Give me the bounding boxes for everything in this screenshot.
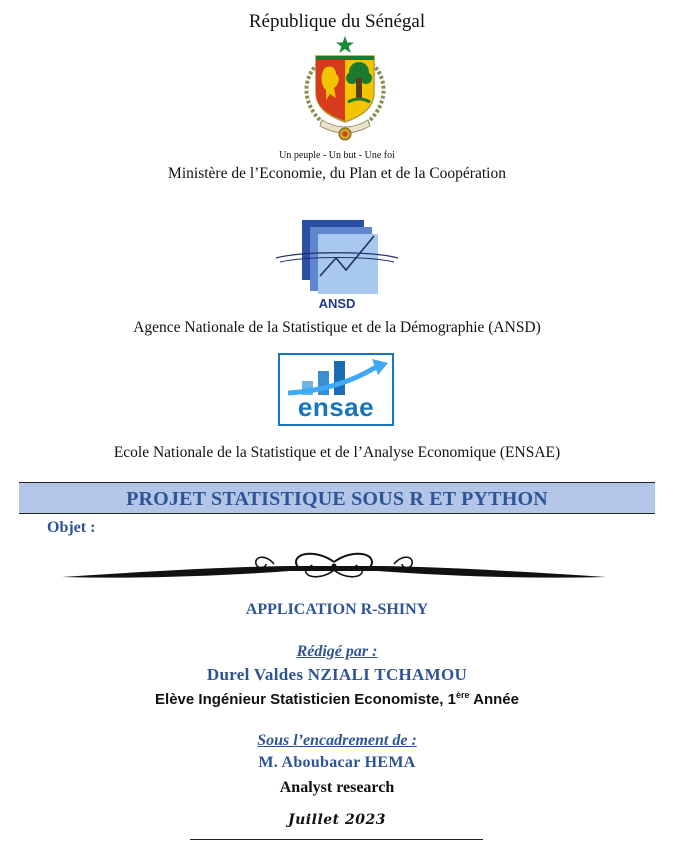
author-name: Durel Valdes NZIALI TCHAMOU (206, 665, 468, 684)
supervisor-role: Analyst research (279, 779, 395, 796)
application-title: APPLICATION R-SHINY (245, 601, 429, 618)
country-title: République du Sénégal (248, 11, 426, 32)
senegal-coat-of-arms-emblem (296, 34, 394, 146)
objet-label: Objet : (47, 519, 96, 536)
author-status (0, 690, 674, 708)
author-status-suffix: Année (469, 691, 519, 708)
ministry-name: Ministère de l’Economie, du Plan et de la Coopération (168, 165, 506, 182)
supervision-label: Sous l’encadrement de : (257, 732, 417, 749)
ornamental-divider (60, 548, 608, 584)
ensae-logo-label: ensae (297, 392, 375, 422)
supervisor-name: M. Aboubacar HEMA (258, 754, 416, 771)
bottom-divider (190, 839, 483, 840)
ansd-logo-label: ANSD (318, 296, 356, 311)
project-title-banner: PROJET STATISTIQUE SOUS R ET PYTHON (19, 482, 655, 514)
author-status-text: Elève Ingénieur Statisticien Economiste, 1 (155, 691, 456, 708)
author-status-superscript: ère (455, 690, 470, 700)
ensae-logo (278, 353, 394, 426)
national-motto: Un peuple - Un but - Une foi (279, 150, 395, 161)
ensae-name: Ecole Nationale de la Statistique et de l’Analyse Economique (ENSAE) (113, 444, 561, 461)
ansd-logo-graphic (272, 218, 402, 298)
ansd-name: Agence Nationale de la Statistique et de la Démographie (ANSD) (133, 319, 541, 336)
document-date: Juillet 2023 (288, 812, 386, 828)
ensae-bars-arrow-icon (280, 355, 392, 397)
author-label: Rédigé par : (296, 643, 378, 660)
